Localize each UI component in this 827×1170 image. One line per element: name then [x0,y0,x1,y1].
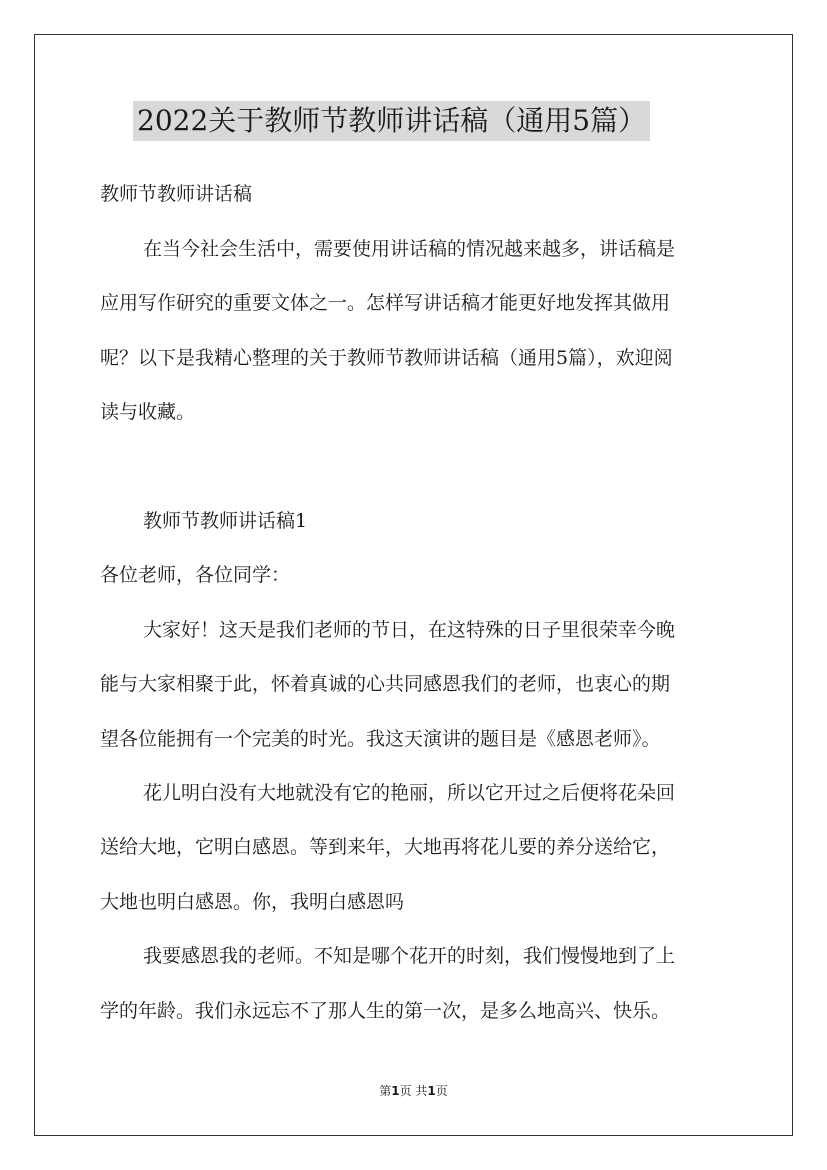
page-footer [0,1083,827,1099]
section-heading: 教师节教师讲话稿1 [143,510,308,532]
paragraph-line: 送给大地，它明白感恩。等到来年，大地再将花儿要的养分送给它， [100,836,671,858]
paragraph-line: 学的年龄。我们永远忘不了那人生的第一次，是多么地高兴、快乐。 [100,1000,671,1022]
page-mid: 页 共 [399,1084,428,1098]
paragraph-line: 呢？以下是我精心整理的关于教师节教师讲话稿（通用5篇），欢迎阅 [100,347,673,369]
paragraph-line: 望各位能拥有一个完美的时光。我这天演讲的题目是《感恩老师》。 [100,728,661,750]
paragraph-line: 应用写作研究的重要文体之一。怎样写讲话稿才能更好地发挥其做用 [100,292,671,314]
paragraph-line: 读与收藏。 [100,401,196,423]
document-title: 2022关于教师节教师讲话稿（通用5篇） [133,101,650,141]
page-total: 1 [427,1084,436,1098]
paragraph-line: 大家好！这天是我们老师的节日，在这特殊的日子里很荣幸今晚 [143,619,676,641]
page-suffix: 页 [435,1084,448,1098]
paragraph-line: 大地也明白感恩。你，我明白感恩吗 [100,891,405,913]
page-current: 1 [391,1084,400,1098]
page-prefix: 第 [379,1084,392,1098]
paragraph-line: 我要感恩我的老师。不知是哪个花开的时刻，我们慢慢地到了上 [143,945,676,967]
paragraph-line: 能与大家相聚于此，怀着真诚的心共同感恩我们的老师，也衷心的期 [100,673,671,695]
salutation: 各位老师，各位同学： [100,564,291,586]
paragraph-line: 花儿明白没有大地就没有它的艳丽，所以它开过之后便将花朵回 [143,782,676,804]
section-heading: 教师节教师讲话稿 [100,183,253,205]
paragraph-line: 在当今社会生活中，需要使用讲话稿的情况越来越多，讲话稿是 [143,238,676,260]
